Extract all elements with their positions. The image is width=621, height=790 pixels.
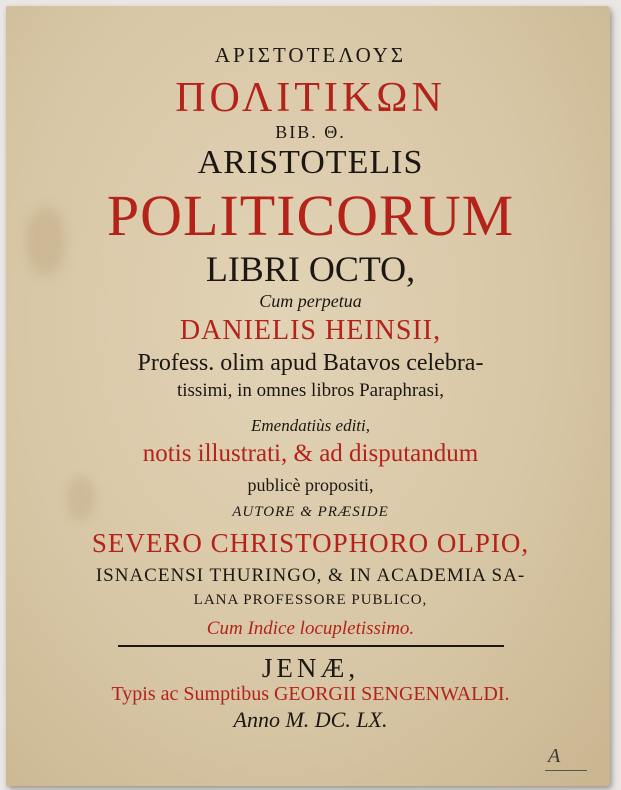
divider-rule xyxy=(118,645,504,647)
cum-perpetua: Cum perpetua xyxy=(259,291,362,311)
signature-underline xyxy=(545,770,587,771)
praeses-line-1: ISNACENSI THURINGO, & IN ACADEMIA SA- xyxy=(95,565,526,586)
greek-books: ΒΙΒ. Θ. xyxy=(275,122,346,142)
latin-author: ARISTOTELIS xyxy=(197,144,424,181)
notis-line: notis illustrati, & ad disputandum xyxy=(142,440,479,467)
greek-title: ΠΟΛΙΤΙΚΩΝ xyxy=(175,75,446,121)
praeses-name: SEVERO CHRISTOPHORO OLPIO, xyxy=(91,528,530,558)
imprint-printer: Typis ac Sumptibus GEORGII SENGENWALDI. xyxy=(111,683,510,705)
signature-mark: A xyxy=(548,745,561,767)
books-count: LIBRI OCTO, xyxy=(205,249,416,289)
greek-author: ΑΡΙΣΤΟΤΕΛΟΥΣ xyxy=(214,43,407,67)
emendatius: Emendatiùs editi, xyxy=(251,416,370,435)
imprint-place: JENÆ, xyxy=(261,653,360,683)
imprint-year: Anno M. DC. LX. xyxy=(233,707,388,732)
praeses-line-2: LANA PROFESSORE PUBLICO, xyxy=(193,592,428,608)
latin-title: POLITICORUM xyxy=(106,183,515,248)
commentator-name: DANIELIS HEINSII, xyxy=(179,315,442,346)
commentator-line-2: tissimi, in omnes libros Paraphrasi, xyxy=(176,380,445,401)
commentator-line-1: Profess. olim apud Batavos celebra- xyxy=(137,350,484,376)
autore-line: AUTORE & PRÆSIDE xyxy=(232,504,389,520)
index-line: Cum Indice locupletissimo. xyxy=(206,618,415,639)
publice-line: publicè propositi, xyxy=(247,475,374,495)
